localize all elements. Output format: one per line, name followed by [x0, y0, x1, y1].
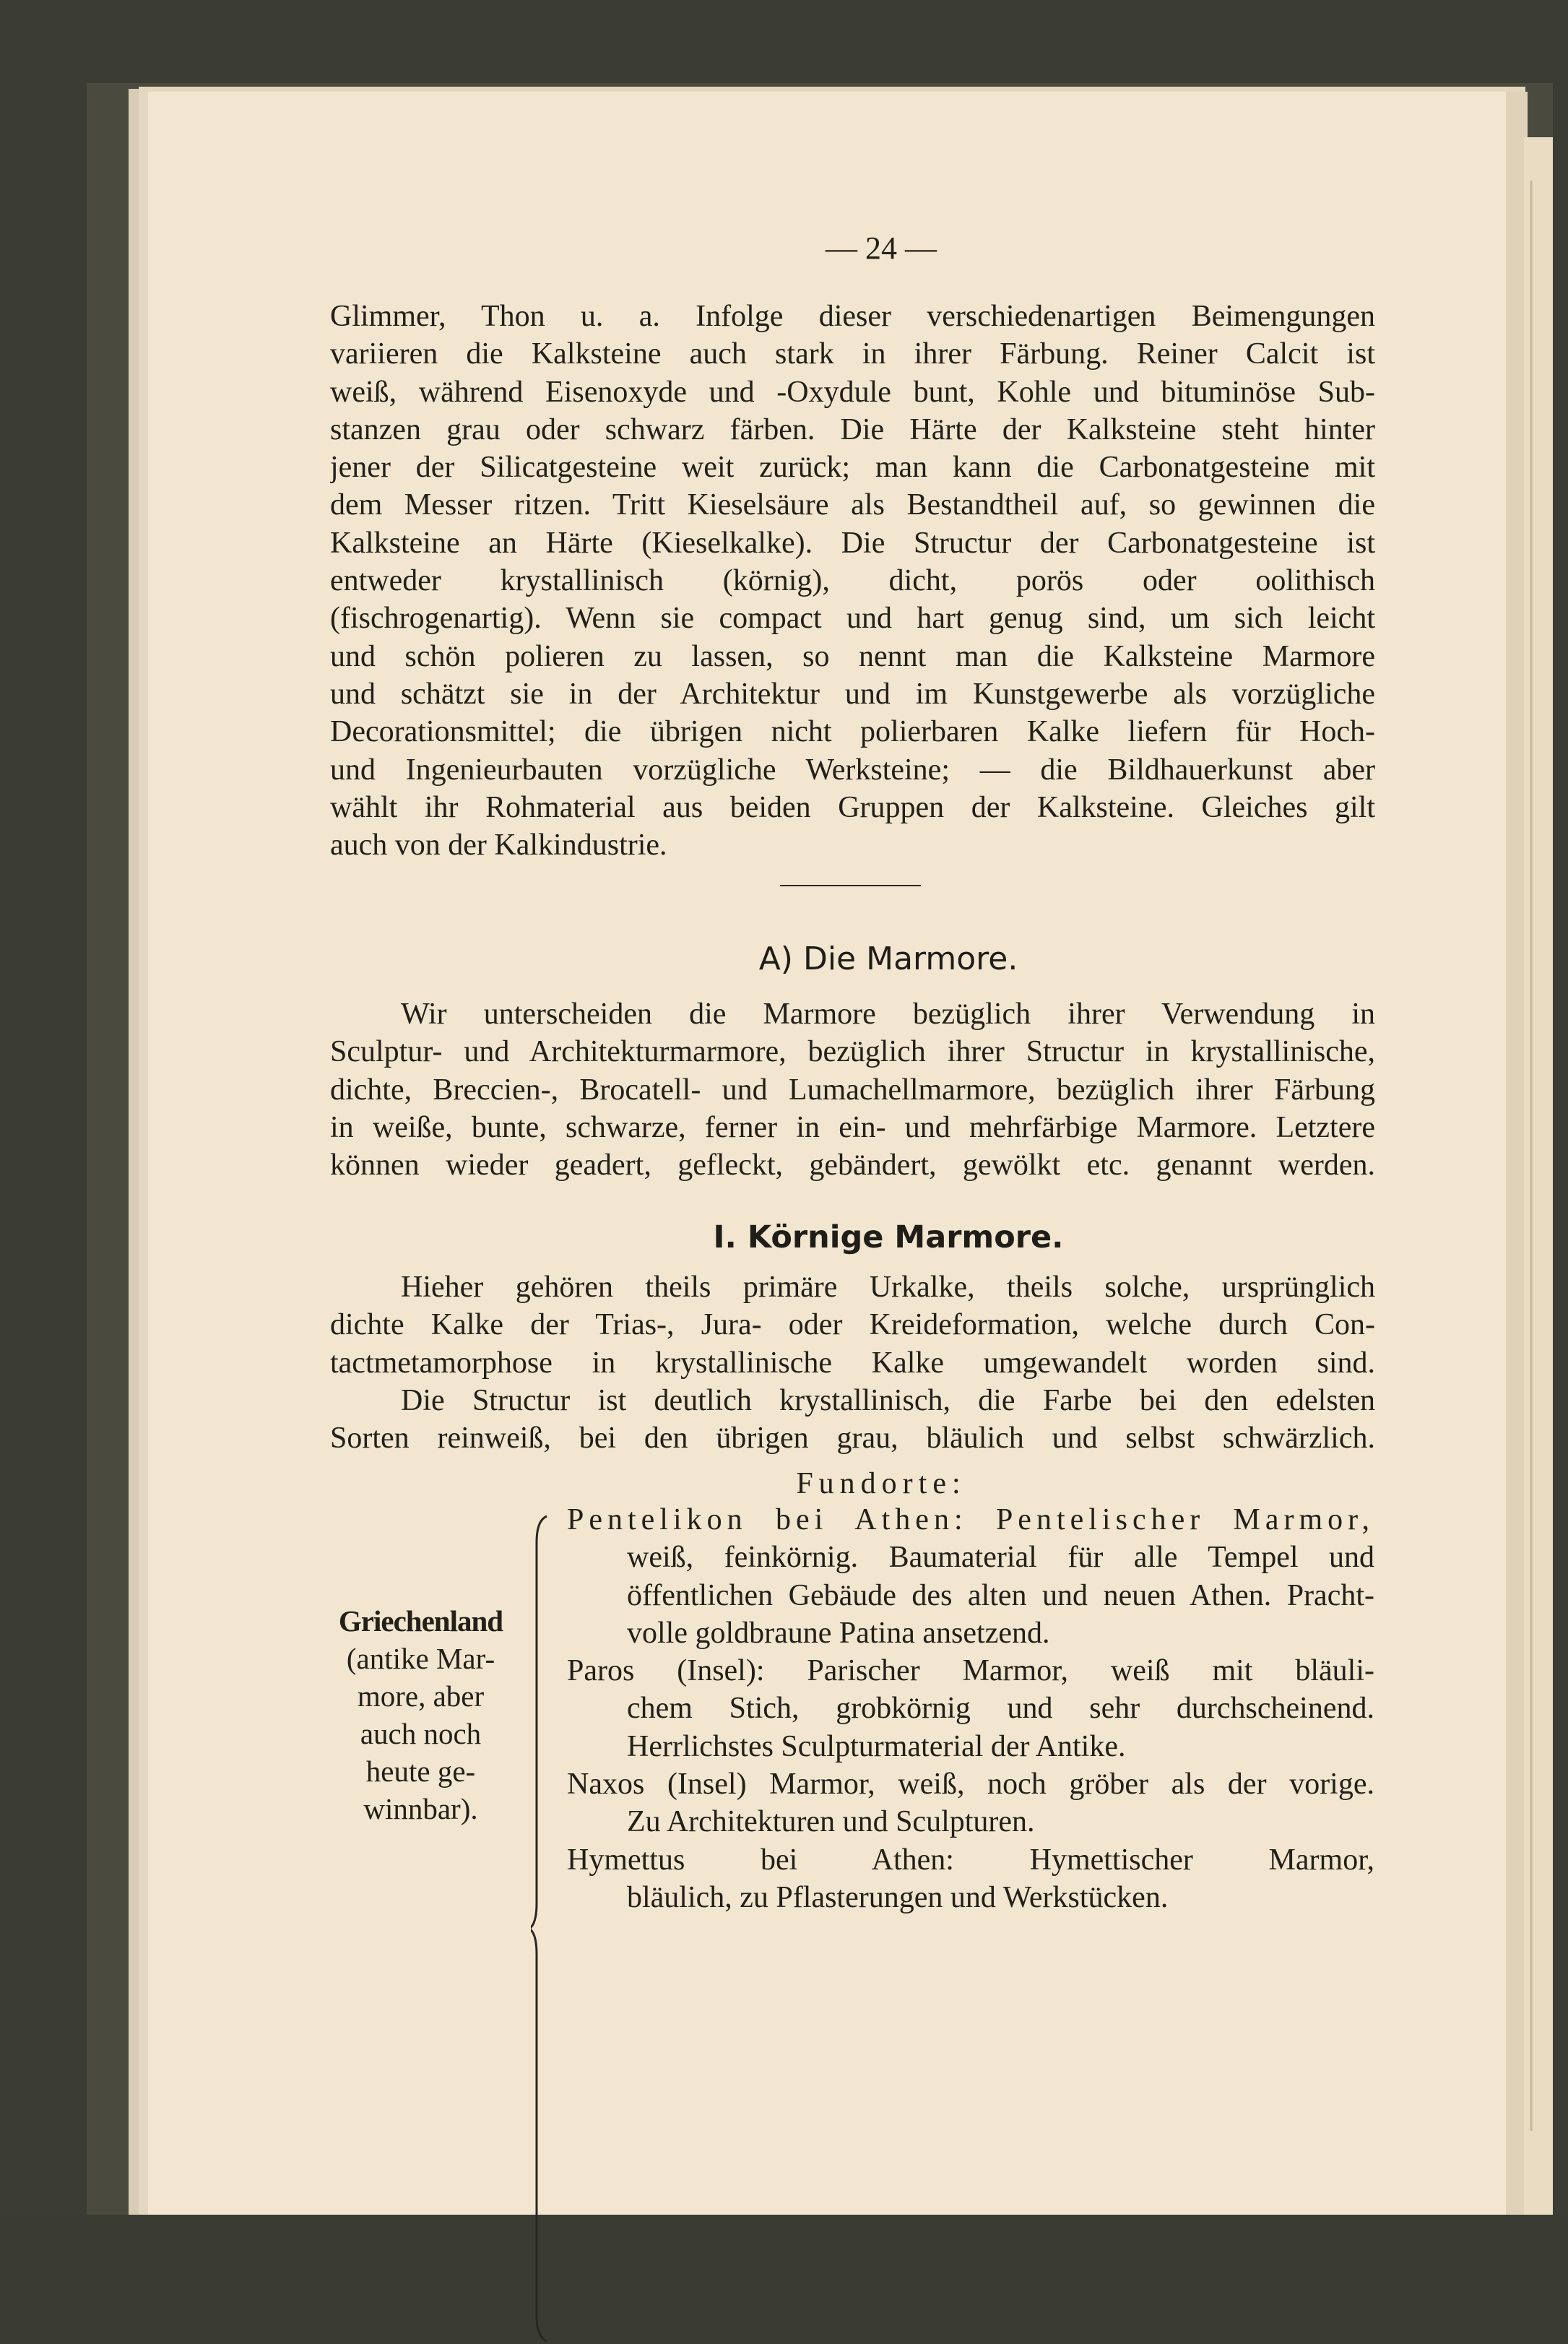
- entry-hymettus: [567, 1841, 1374, 1917]
- page-number: — 24 —: [826, 230, 937, 266]
- entry-line: chem Stich, grobkörnig und sehr durchscheinend.: [627, 1692, 1374, 1726]
- text-line: entweder krystallinisch (körnig), dicht, porös oder oolithisch: [330, 564, 1375, 598]
- text-line: dichte Kalke der Trias-, Jura- oder Kreideformation, welche durch Con-: [330, 1308, 1375, 1342]
- text-line: stanzen grau oder schwarz färben. Die Härte der Kalksteine steht hinter: [330, 412, 1375, 446]
- text-line: dichte, Breccien-, Brocatell- und Lumachellmarmore, bezüglich ihrer Färbung: [330, 1073, 1375, 1107]
- region-note-line: more, aber: [357, 1679, 485, 1713]
- entry-paros: [567, 1652, 1374, 1765]
- entry-line: Naxos (Insel) Marmor, weiß, noch gröber als der vorige.: [567, 1768, 1374, 1801]
- entry-line: Hymettus bei Athen: Hymettischer Marmor,: [567, 1843, 1374, 1877]
- fundorte-label: Fundorte:: [796, 1467, 966, 1500]
- region-note-line: heute ge-: [365, 1755, 476, 1788]
- text-line: Glimmer, Thon u. a. Infolge dieser verschiedenartigen Beimengungen: [330, 300, 1375, 333]
- text-line: auch von der Kalkindustrie.: [330, 829, 667, 862]
- text-line: und Ingenieurbauten vorzügliche Werksteine; — die Bildhauerkunst aber: [330, 753, 1375, 787]
- text-line: und schätzt sie in der Architektur und im Kunstgewerbe als vorzügliche: [330, 677, 1375, 711]
- marmore-paragraph: [330, 995, 1375, 1184]
- text-line: Decorationsmittel; die übrigen nicht polierbaren Kalke liefern für Hoch-: [330, 715, 1375, 749]
- entry-pentelikon: [567, 1501, 1374, 1652]
- text-line: jener der Silicatgesteine weit zurück; man kann die Carbonatgesteine mit: [330, 451, 1375, 485]
- entry-line: weiß, feinkörnig. Baumaterial für alle Tempel und: [627, 1541, 1374, 1575]
- text-line: in weiße, bunte, schwarze, ferner in ein- und mehrfärbige Marmore. Letztere: [330, 1110, 1375, 1144]
- text-line: Sorten reinweiß, bei den übrigen grau, bläulich und selbst schwärzlich.: [330, 1422, 1375, 1456]
- region-note-line: auch noch: [360, 1717, 482, 1750]
- entry-line: volle goldbraune Patina ansetzend.: [627, 1616, 1050, 1650]
- text-line: tactmetamorphose in krystallinische Kalke umgewandelt worden sind.: [330, 1346, 1375, 1380]
- entry-line: bläulich, zu Pflasterungen und Werkstücken.: [627, 1881, 1169, 1915]
- text-line: und schön polieren zu lassen, so nennt man die Kalksteine Marmore: [330, 639, 1375, 673]
- text-line: Wir unterscheiden die Marmore bezüglich ihrer Verwendung in: [401, 998, 1375, 1031]
- heading-koernige-marmore: I. Körnige Marmore.: [713, 1219, 1064, 1255]
- entry-line: Pentelikon bei Athen: Pentelischer Marmor,: [567, 1503, 1374, 1536]
- text-line: (fischrogenartig). Wenn sie compact und hart genug sind, um sich leicht: [330, 602, 1375, 636]
- text-line: weiß, während Eisenoxyde und -Oxydule bunt, Kohle und bituminöse Sub-: [330, 375, 1375, 409]
- text-line: Die Structur ist deutlich krystallinisch, die Farbe bei den edelsten: [401, 1383, 1375, 1417]
- text-line: wählt ihr Rohmaterial aus beiden Gruppen der Kalksteine. Gleiches gilt: [330, 790, 1375, 824]
- entry-line: Herrlichstes Sculpturmaterial der Antike.: [627, 1729, 1126, 1763]
- section-divider: [780, 885, 921, 886]
- koernige-paragraph: [330, 1268, 1375, 1457]
- region-note-line: winnbar).: [363, 1792, 478, 1825]
- entry-line: Zu Architekturen und Sculpturen.: [627, 1805, 1035, 1839]
- region-label-griechenland: [325, 1602, 516, 1828]
- region-title: Griechenland: [338, 1604, 503, 1638]
- text-line: können wieder geadert, gefleckt, gebändert, gewölkt etc. genannt werden.: [330, 1149, 1375, 1182]
- text-line: Kalksteine an Härte (Kieselkalke). Die Structur der Carbonatgesteine ist: [330, 526, 1375, 560]
- curly-brace-icon: [531, 1513, 551, 2344]
- text-line: variieren die Kalksteine auch stark in ihrer Färbung. Reiner Calcit ist: [330, 337, 1375, 371]
- region-note-line: (antike Mar-: [346, 1642, 495, 1675]
- entry-naxos: [567, 1765, 1374, 1841]
- text-line: dem Messer ritzen. Tritt Kieselsäure als Bestandtheil auf, so gewinnen die: [330, 488, 1375, 522]
- text-line: Sculptur- und Architekturmarmore, bezüglich ihrer Structur in krystallinische,: [330, 1035, 1375, 1069]
- entry-line: öffentlichen Gebäude des alten und neuen Athen. Pracht-: [627, 1578, 1374, 1612]
- heading-die-marmore: A) Die Marmore.: [758, 940, 1018, 977]
- entry-line: Paros (Insel): Parischer Marmor, weiß mit bläuli-: [567, 1654, 1374, 1687]
- text-line: Hieher gehören theils primäre Urkalke, theils solche, ursprünglich: [401, 1271, 1375, 1304]
- intro-paragraph: [330, 298, 1375, 864]
